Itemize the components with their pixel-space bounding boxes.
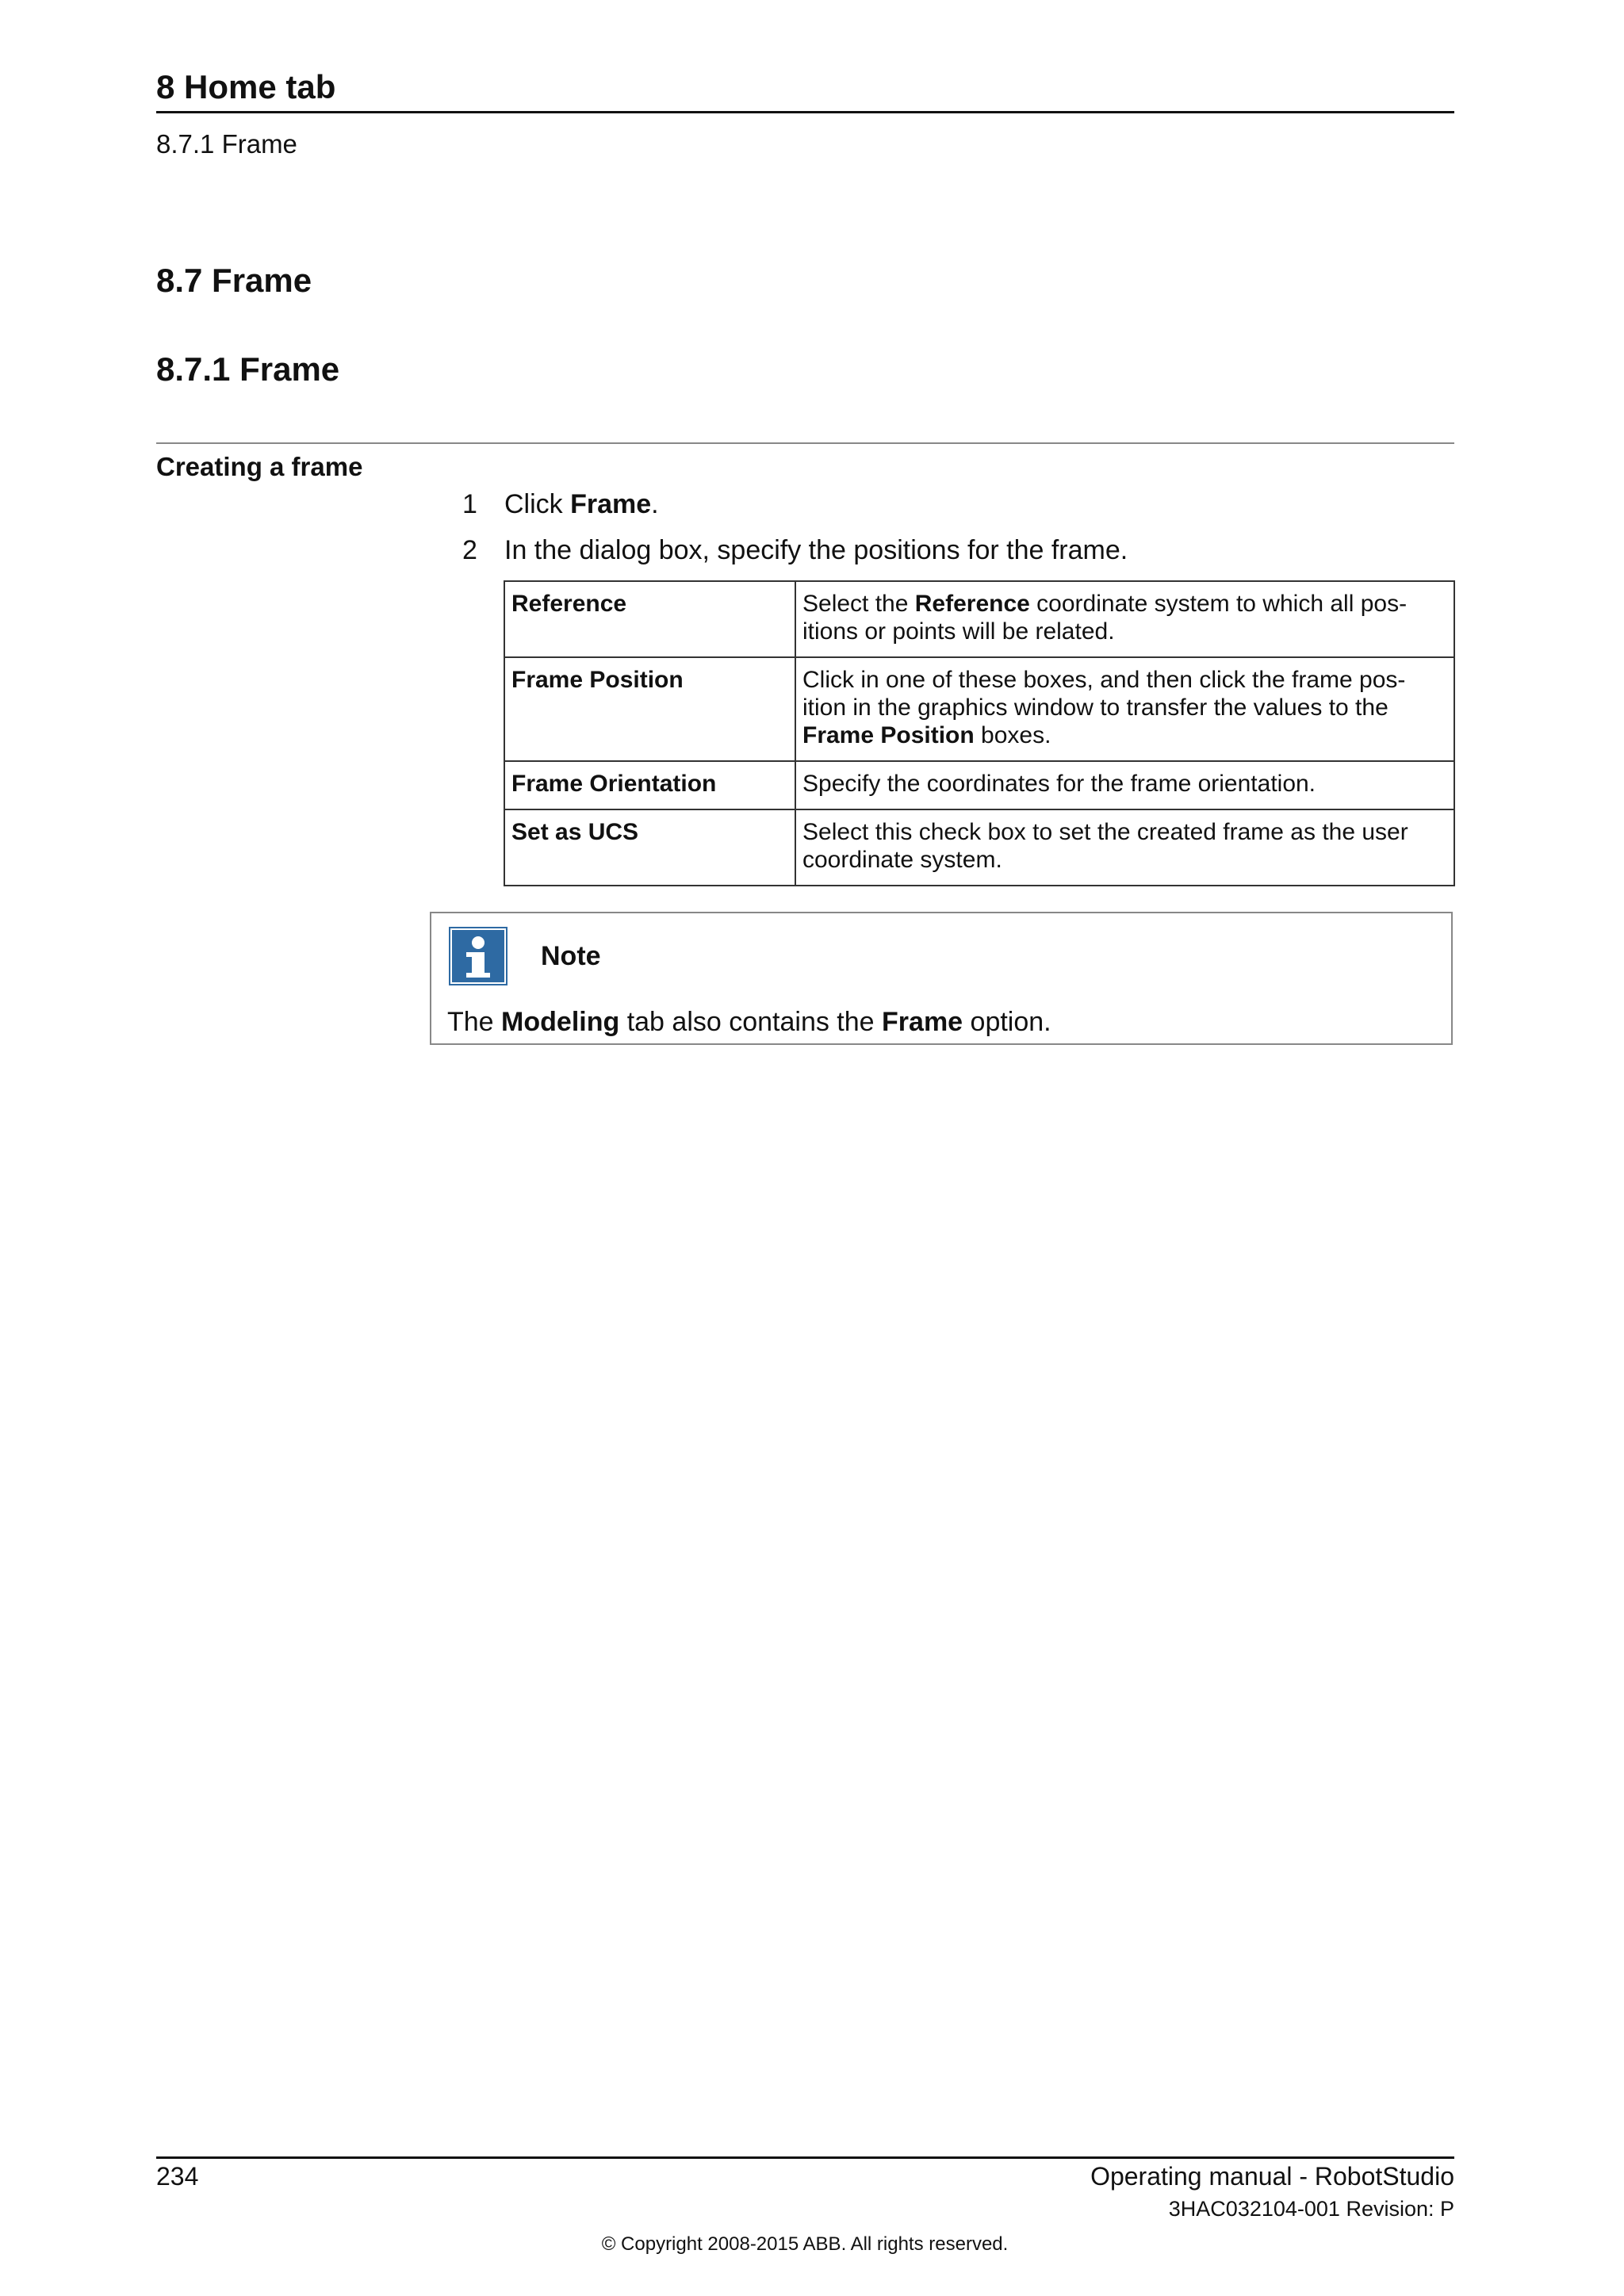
note-text: The Modeling tab also contains the Frame option. (447, 1007, 1051, 1037)
table-row (504, 809, 1454, 886)
step-item (462, 489, 1454, 535)
page-number: 234 (156, 2162, 199, 2191)
topic-heading: Creating a frame (156, 452, 363, 481)
header-divider (156, 111, 1454, 113)
parameter-description: Click in one of these boxes, and then click the frame pos-ition in the graphics window to transfer the values to the Frame Position boxes. (795, 657, 1454, 761)
step-text: Click Frame. (504, 489, 659, 519)
copyright-notice: © Copyright 2008-2015 ABB. All rights reserved. (601, 2233, 1009, 2255)
parameter-name: Set as UCS (504, 809, 795, 886)
step-number: 2 (462, 535, 477, 565)
section-reference: 8.7.1 Frame (156, 129, 297, 159)
parameter-name: Frame Position (504, 657, 795, 761)
chapter-title: 8 Home tab (156, 68, 336, 105)
note-box (430, 912, 1453, 1045)
note-title: Note (541, 941, 601, 971)
subsection-heading: 8.7.1 Frame (156, 350, 340, 388)
parameter-name: Frame Orientation (504, 761, 795, 809)
parameter-description: Select the Reference coordinate system to which all pos-itions or points will be related. (795, 581, 1454, 657)
step-number: 1 (462, 489, 477, 519)
section-heading: 8.7 Frame (156, 262, 312, 299)
parameter-description: Specify the coordinates for the frame orientation. (795, 761, 1454, 809)
step-item (462, 535, 1454, 581)
table-row (504, 657, 1454, 761)
info-icon (449, 927, 508, 985)
manual-title: Operating manual - RobotStudio (1090, 2162, 1454, 2191)
topic-divider (156, 442, 1454, 444)
table-row (504, 581, 1454, 657)
step-text: In the dialog box, specify the positions for the frame. (504, 535, 1128, 565)
procedure-steps (462, 489, 1454, 581)
table-row (504, 761, 1454, 809)
parameter-description: Select this check box to set the created frame as the user coordinate system. (795, 809, 1454, 886)
parameter-name: Reference (504, 581, 795, 657)
footer-divider (156, 2156, 1454, 2159)
document-id: 3HAC032104-001 Revision: P (1168, 2197, 1454, 2221)
frame-parameters-table (504, 580, 1455, 886)
